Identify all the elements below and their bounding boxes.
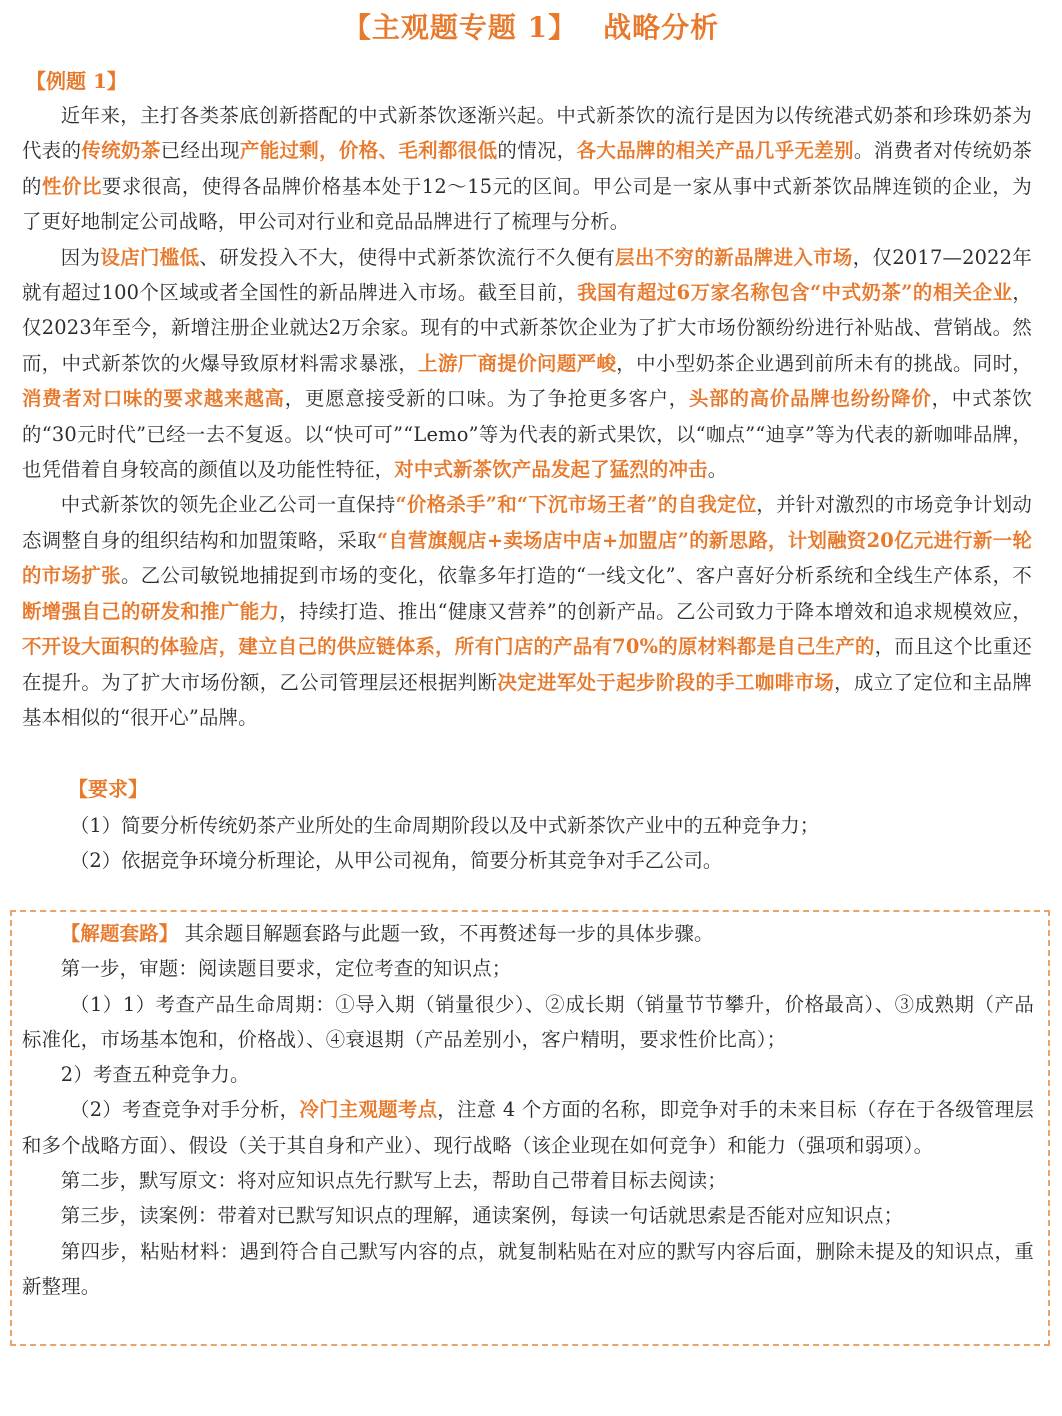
highlighted-text: 我国有超过6万家名称包含“中式奶茶”的相关企业 bbox=[577, 281, 1013, 305]
highlighted-text: 消费者对口味的要求越来越高 bbox=[22, 387, 285, 411]
method-text bbox=[22, 916, 1034, 1304]
body-text: 的情况， bbox=[497, 139, 577, 163]
case-paragraph-2 bbox=[22, 240, 1032, 488]
step-3: 第三步，读案例：带着对已默写知识点的理解，通读案例，每读一句话就思索是否能对应知识点； bbox=[60, 1204, 904, 1228]
body-text: 因为 bbox=[60, 245, 101, 269]
step-1-part-1: （1）1）考查产品生命周期：①导入期（销量很少）、②成长期（销量节节攀升，价格最高）、③成熟期（产品标准化，市场基本饱和，价格战）、④衰退期（产品差别小，客户精明，要求性价比高）； bbox=[22, 992, 1034, 1051]
body-text: 。乙公司敏锐地捕捉到市场的变化，依靠多年打造的“一线文化”、客户喜好分析系统和全线生产体系，不 bbox=[120, 564, 1033, 588]
title-subject: 战略分析 bbox=[603, 11, 720, 44]
body-text: ，持续打造、推出“健康又营养”的创新产品。乙公司致力于降本增效和追求规模效应， bbox=[279, 599, 1033, 623]
title-topic: 【主观题专题 1】 bbox=[342, 11, 578, 44]
highlighted-text: 产能过剩，价格、毛利都很低 bbox=[239, 139, 498, 163]
requirements-list bbox=[22, 808, 1032, 879]
step-4: 第四步，粘贴材料：遇到符合自己默写内容的点，就复制粘贴在对应的默写内容后面，删除未提及的知识点，重新整理。 bbox=[22, 1239, 1034, 1298]
body-text: ，而且这个比重还在提升。为了扩大市场份额，乙公司管理层还根据判断 bbox=[22, 635, 1032, 694]
step-1-part-3 bbox=[22, 1092, 1034, 1163]
body-text: 、研发投入不大，使得中式新茶饮流行不久便有 bbox=[199, 245, 616, 269]
highlighted-text: 层出不穷的新品牌进入市场 bbox=[615, 245, 853, 269]
method-tag: 【解题套路】 bbox=[60, 922, 179, 945]
example-tag: 【例题 1】 bbox=[26, 69, 127, 93]
body-text: ，仅2023年至今，新增注册企业就达2万余家。现有的中式新茶饮企业为了扩大市场份额纷纷进行补贴战、营销战。然而，中式新茶饮的火爆导致原材料需求暴涨， bbox=[22, 281, 1032, 375]
highlighted-text: 断增强自己的研发和推广能力 bbox=[22, 599, 280, 623]
body-text: 近年来，主打各类茶底创新搭配的中式新茶饮逐渐兴起。中式新茶饮的流行是因为以传统港式奶茶和珍珠奶茶为代表的 bbox=[22, 104, 1032, 163]
highlighted-text: 不开设大面积的体验店，建立自己的供应链体系，所有门店的产品有70%的原材料都是自己生产的 bbox=[22, 635, 875, 659]
highlighted-text: “自营旗舰店+卖场店中店+加盟店”的新思路，计划融资20亿元进行新一轮的市场扩张 bbox=[22, 528, 1032, 588]
highlighted-text: 各大品牌的相关产品几乎无差别 bbox=[576, 139, 854, 163]
highlighted-text: “价格杀手”和“下沉市场王者”的自我定位 bbox=[395, 493, 757, 517]
body-text: ，中式茶饮的“30元时代”已经一去不复返。以“快可可”“Lemo”等为代表的新式果饮，以“咖点”“迪享”等为代表的新咖啡品牌，也凭借着自身较高的颜值以及功能性特征， bbox=[22, 387, 1033, 482]
highlighted-text: 上游厂商提价问题严峻 bbox=[418, 351, 617, 375]
case-paragraph-1 bbox=[22, 98, 1032, 240]
step-2: 第二步，默写原文：将对应知识点先行默写上去，帮助自己带着目标去阅读； bbox=[60, 1169, 727, 1193]
requirement-item: （2）依据竞争环境分析理论，从甲公司视角，简要分析其竞争对手乙公司。 bbox=[70, 849, 723, 873]
case-text bbox=[22, 98, 1032, 735]
step-1-part-2: 2）考查五种竞争力。 bbox=[60, 1063, 250, 1087]
method-intro: 其余题目解题套路与此题一致，不再赘述每一步的具体步骤。 bbox=[178, 922, 714, 945]
highlighted-text: 性价比 bbox=[42, 174, 102, 198]
body-text: ，成立了定位和主品牌基本相似的“很开心”品牌。 bbox=[22, 670, 1032, 729]
method-intro-line bbox=[22, 916, 1034, 951]
body-text: 要求很高，使得各品牌价格基本处于12～15元的区间。甲公司是一家从事中式新茶饮品牌连锁的企业，为了更好地制定公司战略，甲公司对行业和竞品品牌进行了梳理与分析。 bbox=[22, 174, 1032, 234]
page-title bbox=[0, 8, 1062, 48]
highlighted-text: 传统奶茶 bbox=[81, 139, 161, 163]
body-text: ，并针对激烈的市场竞争计划动态调整自身的组织结构和加盟策略，采取 bbox=[22, 493, 1032, 552]
body-text: 。 bbox=[707, 458, 728, 482]
body-text: 已经出现 bbox=[160, 139, 240, 163]
step-1: 第一步，审题：阅读题目要求，定位考查的知识点； bbox=[60, 957, 512, 981]
body-text: 中式新茶饮的领先企业乙公司一直保持 bbox=[60, 493, 396, 517]
body-text: 。消费者对传统奶茶的 bbox=[22, 139, 1032, 198]
body-text: （2）考查竞争对手分析， bbox=[70, 1098, 300, 1122]
highlighted-text: 对中式新茶饮产品发起了猛烈的冲击 bbox=[394, 458, 708, 482]
body-text: ，注意 4 个方面的名称，即竞争对手的未来目标（存在于各级管理层和多个战略方面）、假设（关于其自身和产业）、现行战略（该企业现在如何竞争）和能力（强项和弱项）。 bbox=[22, 1098, 1034, 1157]
highlighted-text: 冷门主观题考点 bbox=[299, 1098, 438, 1122]
requirements-tag: 【要求】 bbox=[68, 777, 148, 801]
body-text: ，仅2017—2022年就有超过100个区域或者全国性的新品牌进入市场。截至目前， bbox=[22, 245, 1033, 305]
highlighted-text: 决定进军处于起步阶段的手工咖啡市场 bbox=[497, 670, 835, 694]
body-text: ，更愿意接受新的口味。为了争抢更多客户， bbox=[284, 387, 690, 411]
highlighted-text: 设店门槛低 bbox=[100, 245, 200, 269]
requirement-item: （1）简要分析传统奶茶产业所处的生命周期阶段以及中式新茶饮产业中的五种竞争力； bbox=[70, 814, 820, 837]
case-paragraph-3 bbox=[22, 487, 1032, 735]
body-text: ，中小型奶茶企业遇到前所未有的挑战。同时， bbox=[616, 351, 1033, 375]
highlighted-text: 头部的高价品牌也纷纷降价 bbox=[689, 387, 932, 411]
